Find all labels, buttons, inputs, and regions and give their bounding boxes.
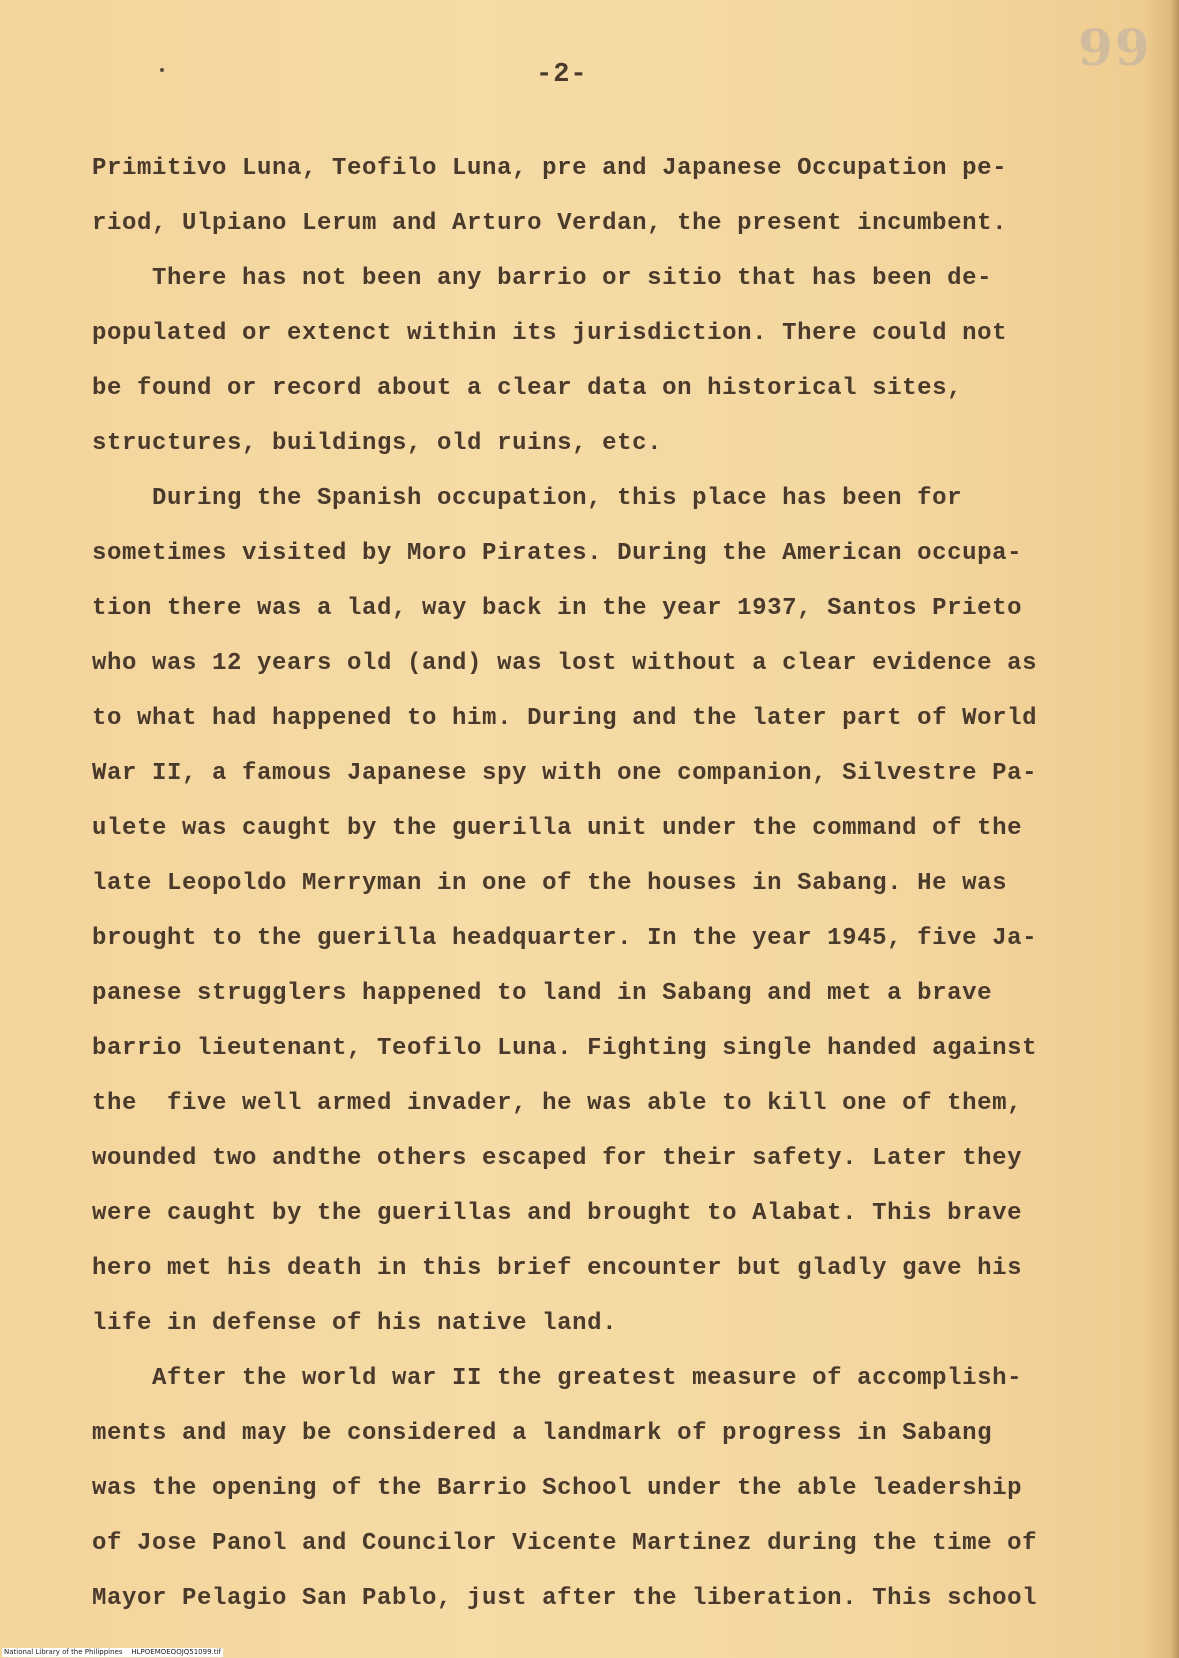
- text-line: After the world war II the greatest measure of accomplish-: [92, 1365, 1023, 1392]
- page-stamp-number: 99: [1078, 18, 1152, 77]
- text-line: were caught by the guerillas and brought to Alabat. This brave: [92, 1200, 1023, 1227]
- text-line: brought to the guerilla headquarter. In the year 1945, five Ja-: [92, 925, 1038, 952]
- text-line: panese strugglers happened to land in Sabang and met a brave: [92, 980, 993, 1007]
- text-line: late Leopoldo Merryman in one of the houses in Sabang. He was: [92, 870, 1008, 897]
- text-line: hero met his death in this brief encounter but gladly gave his: [92, 1255, 1023, 1282]
- text-line: barrio lieutenant, Teofilo Luna. Fighting single handed against: [92, 1035, 1038, 1062]
- text-line: sometimes visited by Moro Pirates. During the American occupa-: [92, 540, 1023, 567]
- body-text: [92, 141, 1162, 1626]
- text-line: of Jose Panol and Councilor Vicente Martinez during the time of: [92, 1530, 1038, 1557]
- text-line: ments and may be considered a landmark of progress in Sabang: [92, 1420, 993, 1447]
- text-line: There has not been any barrio or sitio that has been de-: [92, 265, 993, 292]
- text-line: who was 12 years old (and) was lost without a clear evidence as: [92, 650, 1038, 677]
- text-line: War II, a famous Japanese spy with one companion, Silvestre Pa-: [92, 760, 1038, 787]
- text-line: populated or extenct within its jurisdiction. There could not: [92, 320, 1008, 347]
- text-line: ulete was caught by the guerilla unit under the command of the: [92, 815, 1023, 842]
- page-number: -2-: [536, 60, 588, 90]
- text-line: Primitivo Luna, Teofilo Luna, pre and Japanese Occupation pe-: [92, 155, 1008, 182]
- scan-footer-caption: National Library of the Philippines HLPOEMOEOOJQ51099.tif: [4, 1648, 221, 1656]
- text-line: the five well armed invader, he was able to kill one of them,: [92, 1090, 1023, 1117]
- text-line: structures, buildings, old ruins, etc.: [92, 430, 663, 457]
- text-line: Mayor Pelagio San Pablo, just after the liberation. This school: [92, 1585, 1038, 1612]
- ink-dot: [160, 68, 164, 72]
- page-edge-shadow: [1171, 0, 1179, 1658]
- text-line: was the opening of the Barrio School under the able leadership: [92, 1475, 1023, 1502]
- text-line: riod, Ulpiano Lerum and Arturo Verdan, the present incumbent.: [92, 210, 1008, 237]
- text-line: be found or record about a clear data on historical sites,: [92, 375, 963, 402]
- text-line: life in defense of his native land.: [92, 1310, 618, 1337]
- text-line: to what had happened to him. During and the later part of World: [92, 705, 1038, 732]
- text-line: tion there was a lad, way back in the year 1937, Santos Prieto: [92, 595, 1023, 622]
- text-line: During the Spanish occupation, this place has been for: [92, 485, 963, 512]
- text-line: wounded two andthe others escaped for their safety. Later they: [92, 1145, 1023, 1172]
